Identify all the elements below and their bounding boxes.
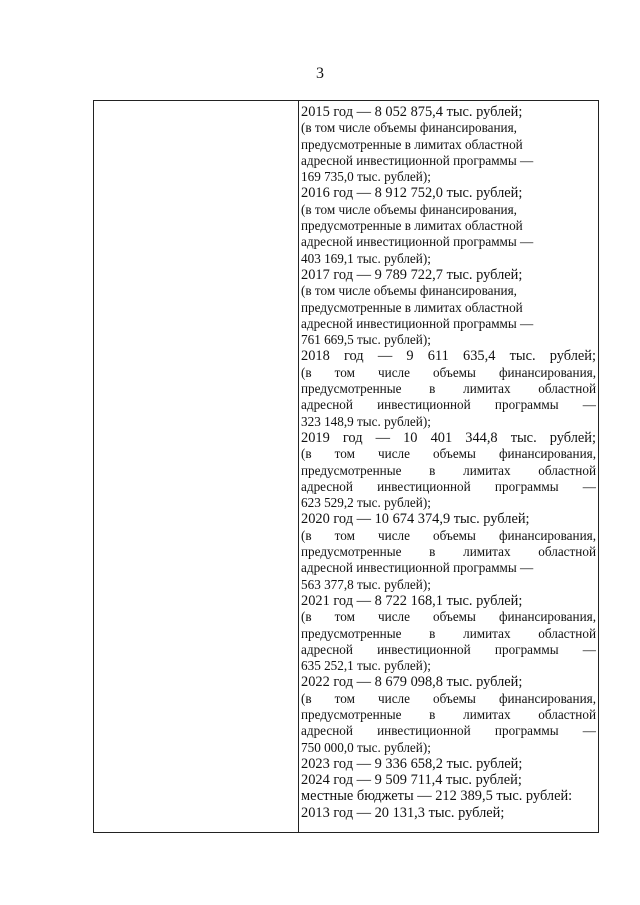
funding-amount-line: 2016 год — 8 912 752,0 тыс. рублей;	[301, 185, 523, 202]
funding-note-line: адресной инвестиционной программы —	[301, 723, 596, 739]
funding-note-line: предусмотренные в лимитах областной	[301, 218, 523, 234]
funding-note-line: адресной инвестиционной программы —	[301, 315, 534, 331]
table-right-cell	[299, 101, 598, 832]
funding-note-line: (в том числе объемы финансирования,	[301, 201, 517, 217]
funding-note-line: адресной инвестиционной программы —	[301, 152, 534, 168]
funding-note-line: (в том числе объемы финансирования,	[301, 609, 596, 625]
funding-note-line: 635 252,1 тыс. рублей);	[301, 658, 431, 674]
funding-amount-line: 2022 год — 8 679 098,8 тыс. рублей;	[301, 674, 523, 691]
funding-note-line: адресной инвестиционной программы —	[301, 397, 596, 413]
funding-amount-line: 2015 год — 8 052 875,4 тыс. рублей;	[301, 104, 523, 120]
funding-note-line: 323 148,9 тыс. рублей);	[301, 413, 431, 429]
funding-amount-line: 2017 год — 9 789 722,7 тыс. рублей;	[301, 266, 523, 283]
funding-note-line: 403 169,1 тыс. рублей);	[301, 250, 431, 266]
funding-note-line: предусмотренные в лимитах областной	[301, 462, 596, 478]
funding-note-line: (в том числе объемы финансирования,	[301, 120, 517, 136]
funding-amount-line: 2018 год — 9 611 635,4 тыс. рублей;	[301, 348, 596, 365]
funding-note-line: (в том числе объемы финансирования,	[301, 690, 596, 706]
funding-note-line: адресной инвестиционной программы —	[301, 234, 534, 250]
funding-note-line: 761 669,5 тыс. рублей);	[301, 332, 431, 348]
funding-note-line: 563 377,8 тыс. рублей);	[301, 576, 431, 592]
funding-note-line: предусмотренные в лимитах областной	[301, 136, 523, 152]
funding-amount-line: 2023 год — 9 336 658,2 тыс. рублей;	[301, 755, 523, 772]
page-number: 3	[316, 65, 324, 82]
funding-amount-line: 2021 год — 8 722 168,1 тыс. рублей;	[301, 592, 523, 609]
funding-note-line: адресной инвестиционной программы —	[301, 560, 534, 576]
funding-amount-line: местные бюджеты — 212 389,5 тыс. рублей:	[301, 788, 573, 805]
funding-note-line: предусмотренные в лимитах областной	[301, 381, 596, 397]
funding-note-line: предусмотренные в лимитах областной	[301, 544, 596, 560]
funding-amount-line: 2013 год — 20 131,3 тыс. рублей;	[301, 804, 505, 821]
funding-amount-line: 2019 год — 10 401 344,8 тыс. рублей;	[301, 429, 596, 446]
funding-note-line: предусмотренные в лимитах областной	[301, 299, 523, 315]
funding-note-line: предусмотренные в лимитах областной	[301, 625, 596, 641]
funding-amount-line: 2024 год — 9 509 711,4 тыс. рублей;	[301, 772, 522, 789]
funding-note-line: 623 529,2 тыс. рублей);	[301, 495, 431, 511]
funding-note-line: (в том числе объемы финансирования,	[301, 364, 596, 380]
funding-note-line: 750 000,0 тыс. рублей);	[301, 739, 431, 755]
table-left-cell	[94, 101, 299, 832]
funding-note-line: (в том числе объемы финансирования,	[301, 283, 517, 299]
funding-note-line: (в том числе объемы финансирования,	[301, 446, 596, 462]
funding-note-line: адресной инвестиционной программы —	[301, 478, 596, 494]
funding-note-line: предусмотренные в лимитах областной	[301, 706, 596, 722]
funding-note-line: (в том числе объемы финансирования,	[301, 527, 596, 543]
funding-table	[93, 100, 599, 833]
funding-amount-line: 2020 год — 10 674 374,9 тыс. рублей;	[301, 511, 530, 528]
funding-note-line: 169 735,0 тыс. рублей);	[301, 169, 431, 185]
funding-note-line: адресной инвестиционной программы —	[301, 641, 596, 657]
